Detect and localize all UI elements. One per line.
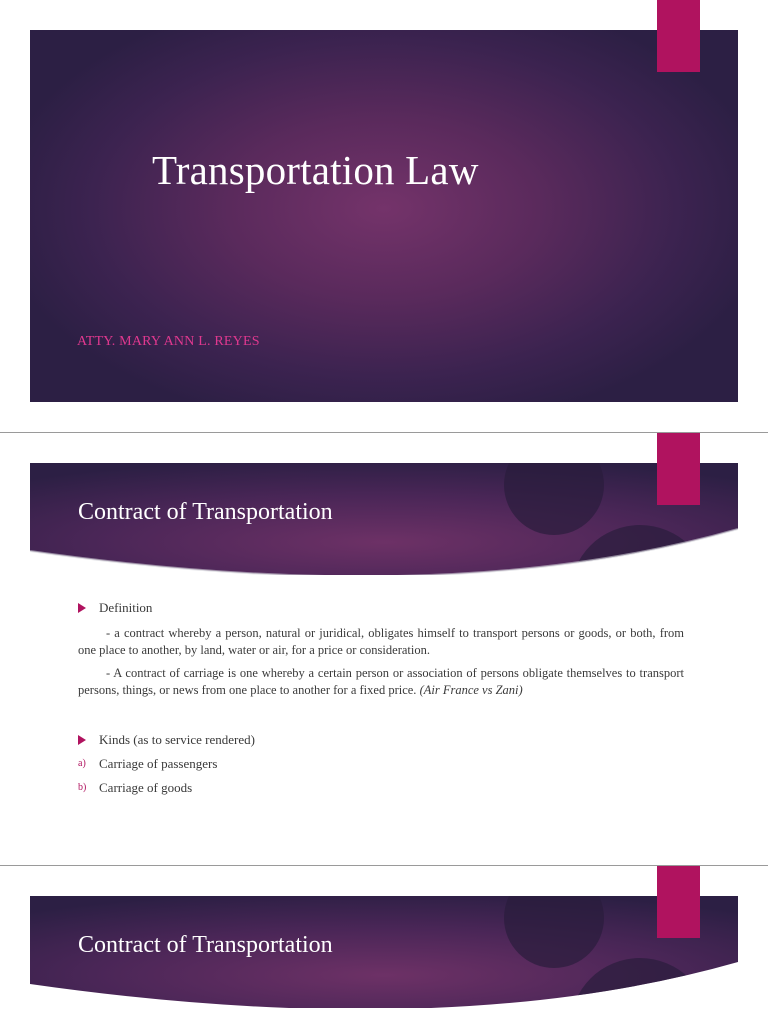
presenter-name: ATTY. MARY ANN L. REYES (77, 334, 260, 349)
accent-tab (657, 0, 700, 72)
bullet-text: Kinds (as to service rendered) (99, 732, 255, 747)
content-slide (0, 433, 768, 865)
slide-title: Contract of Transportation (78, 499, 333, 525)
bullet-definition (78, 600, 152, 616)
title-slide (0, 0, 768, 432)
case-citation: (Air France vs Zani) (419, 682, 523, 697)
content-slide (0, 866, 768, 1024)
bullet-arrow-icon (78, 603, 86, 613)
bullet-kinds (78, 732, 255, 748)
slide-title: Contract of Transportation (78, 932, 333, 958)
list-marker: a) (78, 758, 86, 769)
list-marker: b) (78, 782, 87, 793)
list-item (78, 780, 192, 796)
list-item (78, 756, 217, 772)
list-item-text: Carriage of goods (99, 780, 193, 795)
carriage-paragraph (78, 665, 684, 698)
list-item-text: Carriage of passengers (99, 756, 218, 771)
bullet-arrow-icon (78, 735, 86, 745)
accent-tab (657, 866, 700, 938)
definition-paragraph: - a contract whereby a person, natural or juridical, obligates himself to transport persons or goods, or both, from one place to another, by land, water or air, for a price or consideration. (78, 626, 684, 657)
bullet-text: Definition (99, 600, 153, 615)
accent-tab (657, 433, 700, 505)
carriage-text: - A contract of carriage is one whereby a certain person or association of persons obligate themselves to transport persons, things, or news from one place to another for a fixed price. (78, 666, 684, 697)
presentation-title: Transportation Law (152, 147, 479, 193)
